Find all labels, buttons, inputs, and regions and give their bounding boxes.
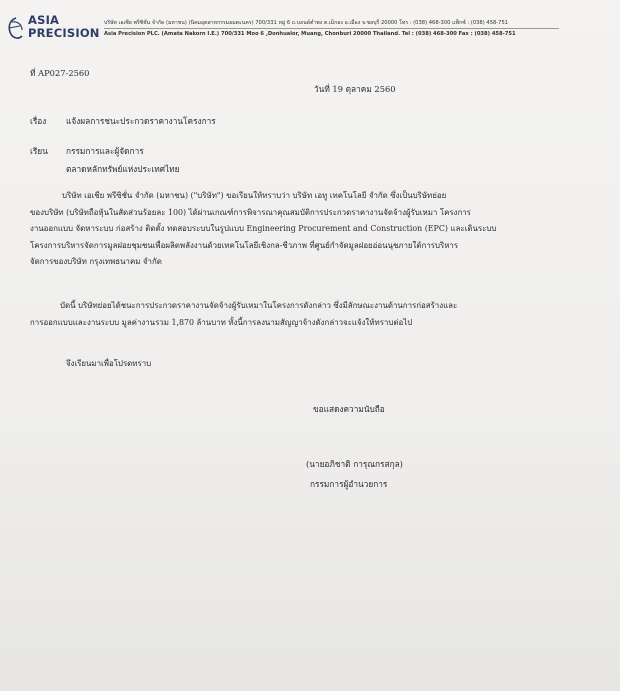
regards-text: ขอแสดงความนับถือ [313, 404, 385, 414]
body-paragraph-2 [30, 298, 457, 331]
letter-date: วันที่ 19 ตุลาคม 2560 [314, 84, 396, 94]
recipient-label: เรียน [30, 146, 48, 156]
logo-line-1: ASIA [28, 13, 60, 27]
globe-logo-icon [6, 16, 26, 42]
paragraph-line: ของบริษัท (บริษัทถือหุ้นในสัดส่วนร้อยละ 100) ได้ผ่านเกณฑ์การพิจารณาคุณสมบัติการประกวดราคางานจัดจ้างผู้รับเหมา โครงการ [30, 207, 471, 217]
paragraph-line: บริษัท เอเชีย พรีซิชั่น จำกัด (มหาชน) ("บริษัท") ขอเรียนให้ทราบว่า บริษัท เอทู เทคโนโลยี จำกัด ซึ่งเป็นบริษัทย่อย [62, 191, 447, 200]
subject-label: เรื่อง [30, 116, 47, 126]
reference-number: ที่ AP027-2560 [30, 68, 90, 78]
recipient-line-2: ตลาดหลักทรัพย์แห่งประเทศไทย [66, 164, 180, 174]
recipient-line-1: กรรมการและผู้จัดการ [66, 146, 144, 156]
body-paragraph-1 [30, 188, 496, 271]
paragraph-line: งานออกแบบ จัดหาระบบ ก่อสร้าง ติดตั้ง ทดสอบระบบในรูปแบบ Engineering Procurement and Construction (EPC) และเดินระบบ [30, 224, 497, 233]
company-logo [6, 14, 98, 48]
header-divider [104, 28, 559, 29]
paragraph-line: จัดการของบริษัท กรุงเทพธนาคม จำกัด [30, 257, 162, 266]
paragraph-line: บัดนี้ บริษัทย่อยได้ชนะการประกวดราคางานจัดจ้างผู้รับเหมาในโครงการดังกล่าว ซึ่งมีลักษณะงานด้านการก่อสร้างและ [60, 301, 458, 310]
header-thai-address: บริษัท เอเซีย พรีซิชั่น จำกัด (มหาชน) (นิคมอุตสาหกรรมอมตะนคร) 700/331 หมู่ 6 ถ.บอนด์ตำพง ต.เม็กลง อ.เมือง จ.ชลบุรี 20000 โทร : (038) 468-300 แฟ็กซ์ : (038) 458-751 [104, 20, 509, 26]
logo-line-2: PRECISION [28, 26, 100, 40]
header-english-address: Asia Precision PLC. (Amata Nakorn I.E.) 700/331 Moo 6 ,Donhualor, Muang, Chonburi 20000 Thailand. Tel : (038) 468-300 Fax : (038) 458-751 [104, 31, 516, 37]
paragraph-line: โครงการบริหารจัดการมูลฝอยชุมชนเพื่อผลิตพลังงานด้วยเทคโนโลยีเชิงกล-ชีวภาพ ที่ศูนย์กำจัดมูลฝอยอ่อนนุชภายใต้การบริหาร [30, 240, 459, 250]
subject-text: แจ้งผลการชนะประกวดราคางานโครงการ [66, 116, 216, 126]
closing-line: จึงเรียนมาเพื่อโปรดทราบ [66, 359, 152, 368]
paragraph-line: การออกแบบและงานระบบ มูลค่างานรวม 1,870 ล้านบาท ทั้งนี้การลงนามสัญญาจ้างดังกล่าวจะแจ้งให้ทราบต่อไป [30, 317, 413, 327]
signatory-title: กรรมการผู้อำนวยการ [310, 479, 388, 489]
signatory-name: (นายอภิชาติ การุณกรสกุล) [306, 459, 403, 469]
